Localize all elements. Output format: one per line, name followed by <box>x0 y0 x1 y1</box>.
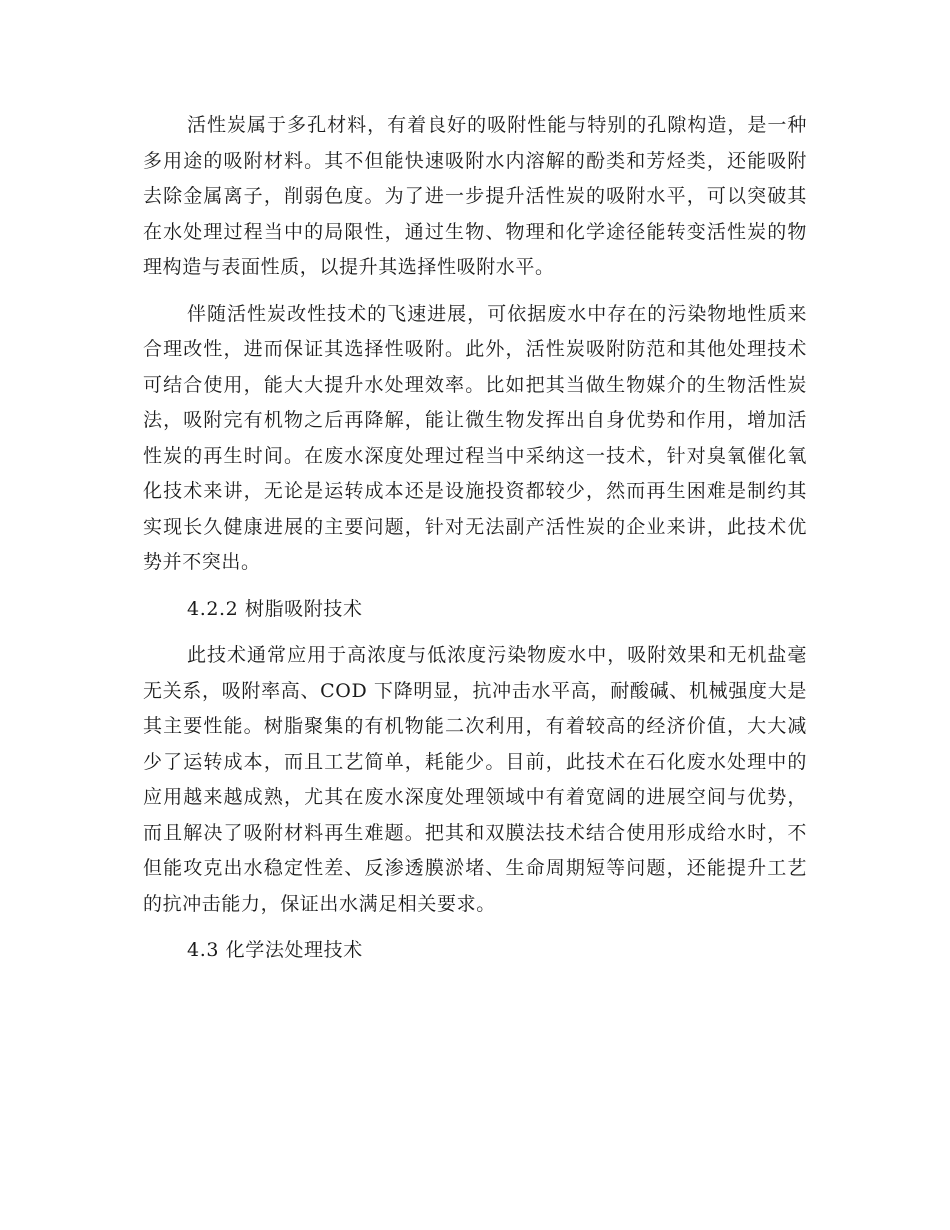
document-body <box>143 108 807 969</box>
paragraph-resin-adsorption: 此技术通常应用于高浓度与低浓度污染物废水中，吸附效果和无机盐毫无关系，吸附率高、COD 下降明显，抗冲击水平高，耐酸碱、机械强度大是其主要性能。树脂聚集的有机物能二次利用，有着较高的经济价值，大大减少了运转成本，而且工艺简单，耗能少。目前，此技术在石化废水处理中的应用越来越成熟，尤其在废水深度处理领域中有着宽阔的进展空间与优势，而且解决了吸附材料再生难题。把其和双膜法技术结合使用形成给水时，不但能攻克出水稳定性差、反渗透膜淤堵、生命周期短等问题，还能提升工艺的抗冲击能力，保证出水满足相关要求。 <box>143 644 807 915</box>
section-heading-chemical-treatment: 4.3 化学法处理技术 <box>187 939 363 961</box>
paragraph-activated-carbon-modification: 伴随活性炭改性技术的飞速进展，可依据废水中存在的污染物地性质来合理改性，进而保证其选择性吸附。此外，活性炭吸附防范和其他处理技术可结合使用，能大大提升水处理效率。比如把其当做生物媒介的生物活性炭法，吸附完有机物之后再降解，能让微生物发挥出自身优势和作用，增加活性炭的再生时间。在废水深度处理过程当中采纳这一技术，针对臭氧催化氧化技术来讲，无论是运转成本还是设施投资都较少，然而再生困难是制约其实现长久健康进展的主要问题，针对无法副产活性炭的企业来讲，此技术优势并不突出。 <box>143 302 807 573</box>
paragraph-activated-carbon-intro: 活性炭属于多孔材料，有着良好的吸附性能与特别的孔隙构造，是一种多用途的吸附材料。其不但能快速吸附水内溶解的酚类和芳烃类，还能吸附去除金属离子，削弱色度。为了进一步提升活性炭的吸附水平，可以突破其在水处理过程当中的局限性，通过生物、物理和化学途径能转变活性炭的物理构造与表面性质，以提升其选择性吸附水平。 <box>143 114 807 278</box>
section-heading-resin-adsorption: 4.2.2 树脂吸附技术 <box>187 597 363 620</box>
